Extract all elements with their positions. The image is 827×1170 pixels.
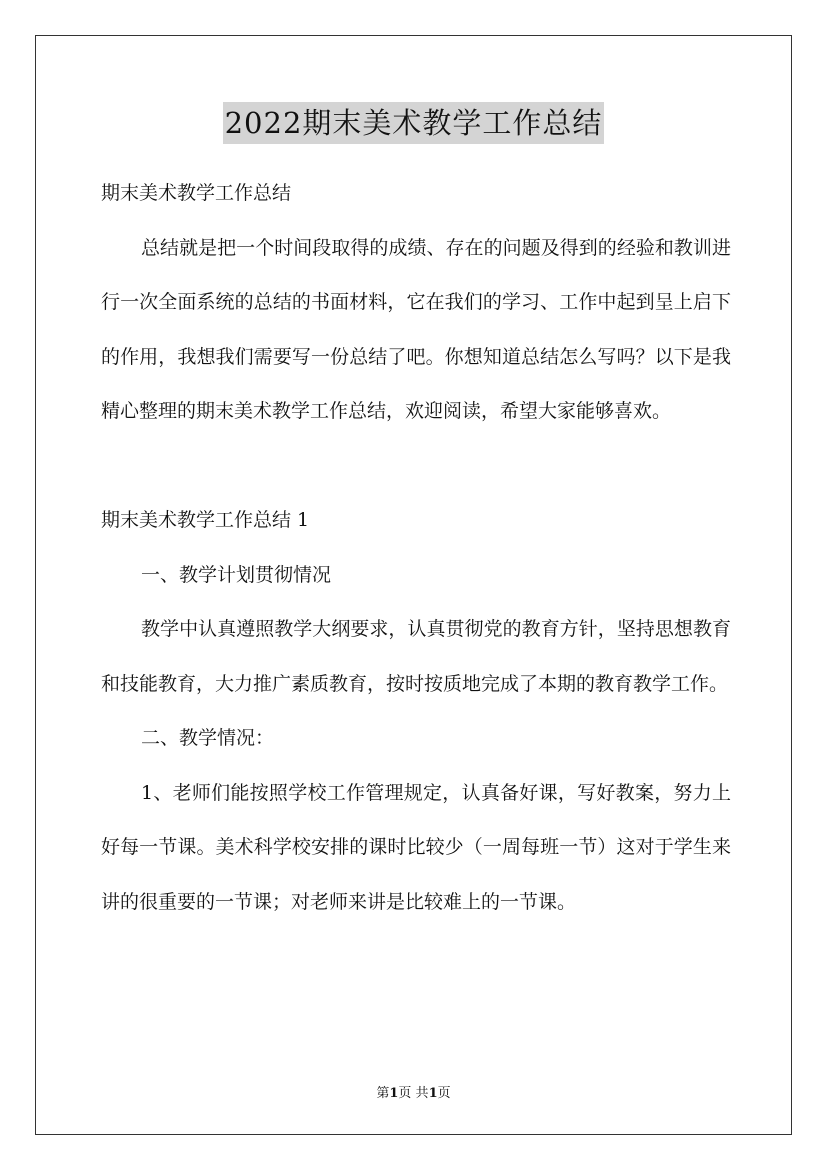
document-title: 2022期末美术教学工作总结 <box>223 102 605 144</box>
section-heading: 期末美术教学工作总结 1 <box>101 509 310 531</box>
page-footer <box>0 1082 827 1101</box>
heading-teaching-situation: 二、教学情况： <box>141 727 275 749</box>
page-total: 1 <box>428 1086 438 1101</box>
paragraph-spacer <box>101 439 731 494</box>
document-subtitle: 期末美术教学工作总结 <box>101 182 292 204</box>
intro-paragraph: 总结就是把一个时间段取得的成绩、存在的问题及得到的经验和教训进行一次全面系统的总结的书面材料，它在我们的学习、工作中起到呈上启下的作用，我想我们需要写一份总结了吧。你想知道总结怎么写吗？以下是我精心整理的期末美术教学工作总结，欢迎阅读，希望大家能够喜欢。 <box>101 236 731 422</box>
page-mid: 页 共 <box>398 1086 429 1101</box>
page-prefix: 第 <box>376 1086 390 1101</box>
paragraph-teaching-plan: 教学中认真遵照教学大纲要求，认真贯彻党的教育方针，坚持思想教育和技能教育，大力推广素质教育，按时按质地完成了本期的教育教学工作。 <box>101 618 731 695</box>
page-current: 1 <box>389 1086 399 1101</box>
heading-teaching-plan: 一、教学计划贯彻情况 <box>141 563 332 586</box>
page-suffix: 页 <box>437 1086 451 1101</box>
title-container <box>0 102 827 144</box>
document-body <box>101 166 731 929</box>
paragraph-teaching-situation: 1、老师们能按照学校工作管理规定，认真备好课，写好教案，努力上好每一节课。美术科学校安排的课时比较少（一周每班一节）这对于学生来讲的很重要的一节课；对老师来讲是比较难上的一节课。 <box>101 781 731 913</box>
